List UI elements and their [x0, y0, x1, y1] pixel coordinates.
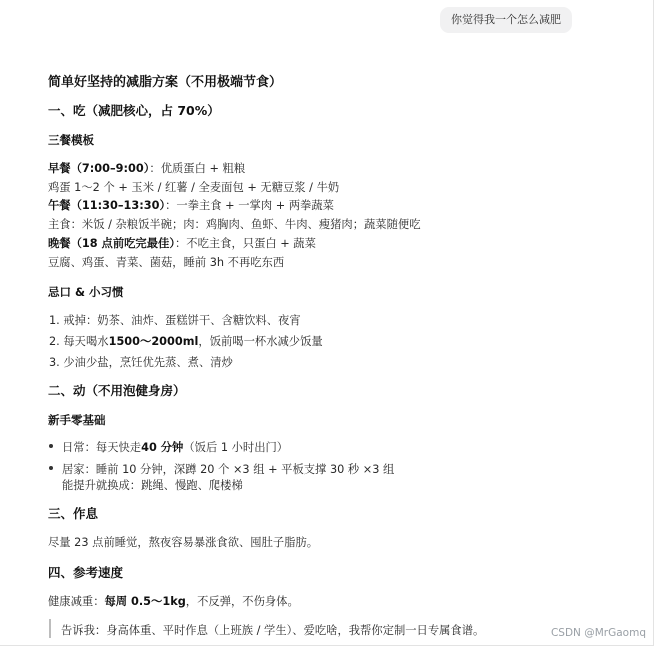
habit-highlight: 1500～2000ml	[108, 335, 199, 348]
speed-label: 健康减重：	[48, 595, 105, 608]
lunch-summary: ：一拳主食 + 一掌肉 + 两拳蔬菜	[165, 199, 334, 212]
section4-heading: 四、参考速度	[48, 565, 124, 580]
habit-item-1	[49, 312, 301, 328]
section3-heading: 三、作息	[48, 506, 99, 521]
lunch-detail: 主食：米饭 / 杂粮饭半碗；肉：鸡胸肉、鱼虾、牛肉、瘦猪肉；蔬菜随便吃	[48, 218, 421, 231]
blockquote-bar	[49, 619, 51, 638]
section1-heading: 一、吃（减肥核心，占 70%）	[48, 103, 220, 118]
user-message-bubble: 你觉得我一个怎么减肥	[440, 7, 572, 33]
exercise-highlight: 40 分钟	[141, 441, 184, 454]
dinner-line	[48, 235, 316, 251]
speed-tail: ，不反弹，不伤身体。	[185, 595, 299, 608]
answer-title: 简单好坚持的减脂方案（不用极端节食）	[48, 75, 283, 90]
csdn-watermark: CSDN @MrGaomq	[550, 627, 646, 639]
habit-number: 2.	[49, 335, 60, 348]
exercise-text: 居家：睡前 10 分钟，深蹲 20 个 ×3 组 + 平板支撑 30 秒 ×3 组	[62, 463, 395, 476]
speed-text	[48, 593, 299, 609]
section1-subheading: 三餐模板	[48, 133, 94, 147]
habit-text: 少油少盐，烹饪优先蒸、煮、清炒	[63, 356, 233, 369]
section2-subheading: 新手零基础	[48, 413, 106, 427]
habit-text: 戒掉：奶茶、油炸、蛋糕饼干、含糖饮料、夜宵	[63, 314, 301, 327]
exercise-item-home-upgrade: 能提升就换成：跳绳、慢跑、爬楼梯	[62, 479, 243, 492]
exercise-text-tail: （饭后 1 小时出门）	[183, 441, 289, 454]
breakfast-label: 早餐（7:00–9:00）	[48, 162, 150, 175]
speed-highlight: 每周 0.5～1kg	[104, 595, 186, 608]
habit-text: 每天喝水	[63, 335, 109, 348]
section2-heading: 二、动（不用泡健身房）	[48, 383, 186, 398]
habit-number: 3.	[49, 356, 60, 369]
dinner-summary: ：不吃主食，只蛋白 + 蔬菜	[174, 237, 316, 250]
lunch-label: 午餐（11:30–13:30）	[48, 199, 166, 212]
sleep-text: 尽量 23 点前睡觉，熬夜容易暴涨食欲、囤肚子脂肪。	[48, 536, 319, 549]
exercise-item-home	[62, 461, 394, 477]
breakfast-detail: 鸡蛋 1～2 个 + 玉米 / 红薯 / 全麦面包 + 无糖豆浆 / 牛奶	[48, 181, 340, 194]
lunch-line	[48, 197, 334, 213]
habit-number: 1.	[49, 314, 60, 327]
habit-item-3	[49, 354, 233, 370]
exercise-item-daily	[62, 439, 288, 455]
habit-text-tail: ，饭前喝一杯水减少饭量	[198, 335, 323, 348]
habits-heading: 忌口 & 小习惯	[48, 285, 124, 299]
exercise-text: 日常：每天快走	[62, 441, 142, 454]
dinner-detail: 豆腐、鸡蛋、青菜、菌菇，睡前 3h 不再吃东西	[48, 256, 285, 269]
blockquote-text: 告诉我：身高体重、平时作息（上班族 / 学生）、爱吃啥，我帮你定制一日专属食谱。	[61, 624, 485, 637]
dinner-label: 晚餐（18 点前吃完最佳）	[48, 237, 175, 250]
habit-item-2	[49, 333, 323, 349]
breakfast-line	[48, 160, 245, 176]
bullet-dot	[49, 466, 53, 470]
bullet-dot	[49, 444, 53, 448]
breakfast-summary: ：优质蛋白 + 粗粮	[149, 162, 246, 175]
